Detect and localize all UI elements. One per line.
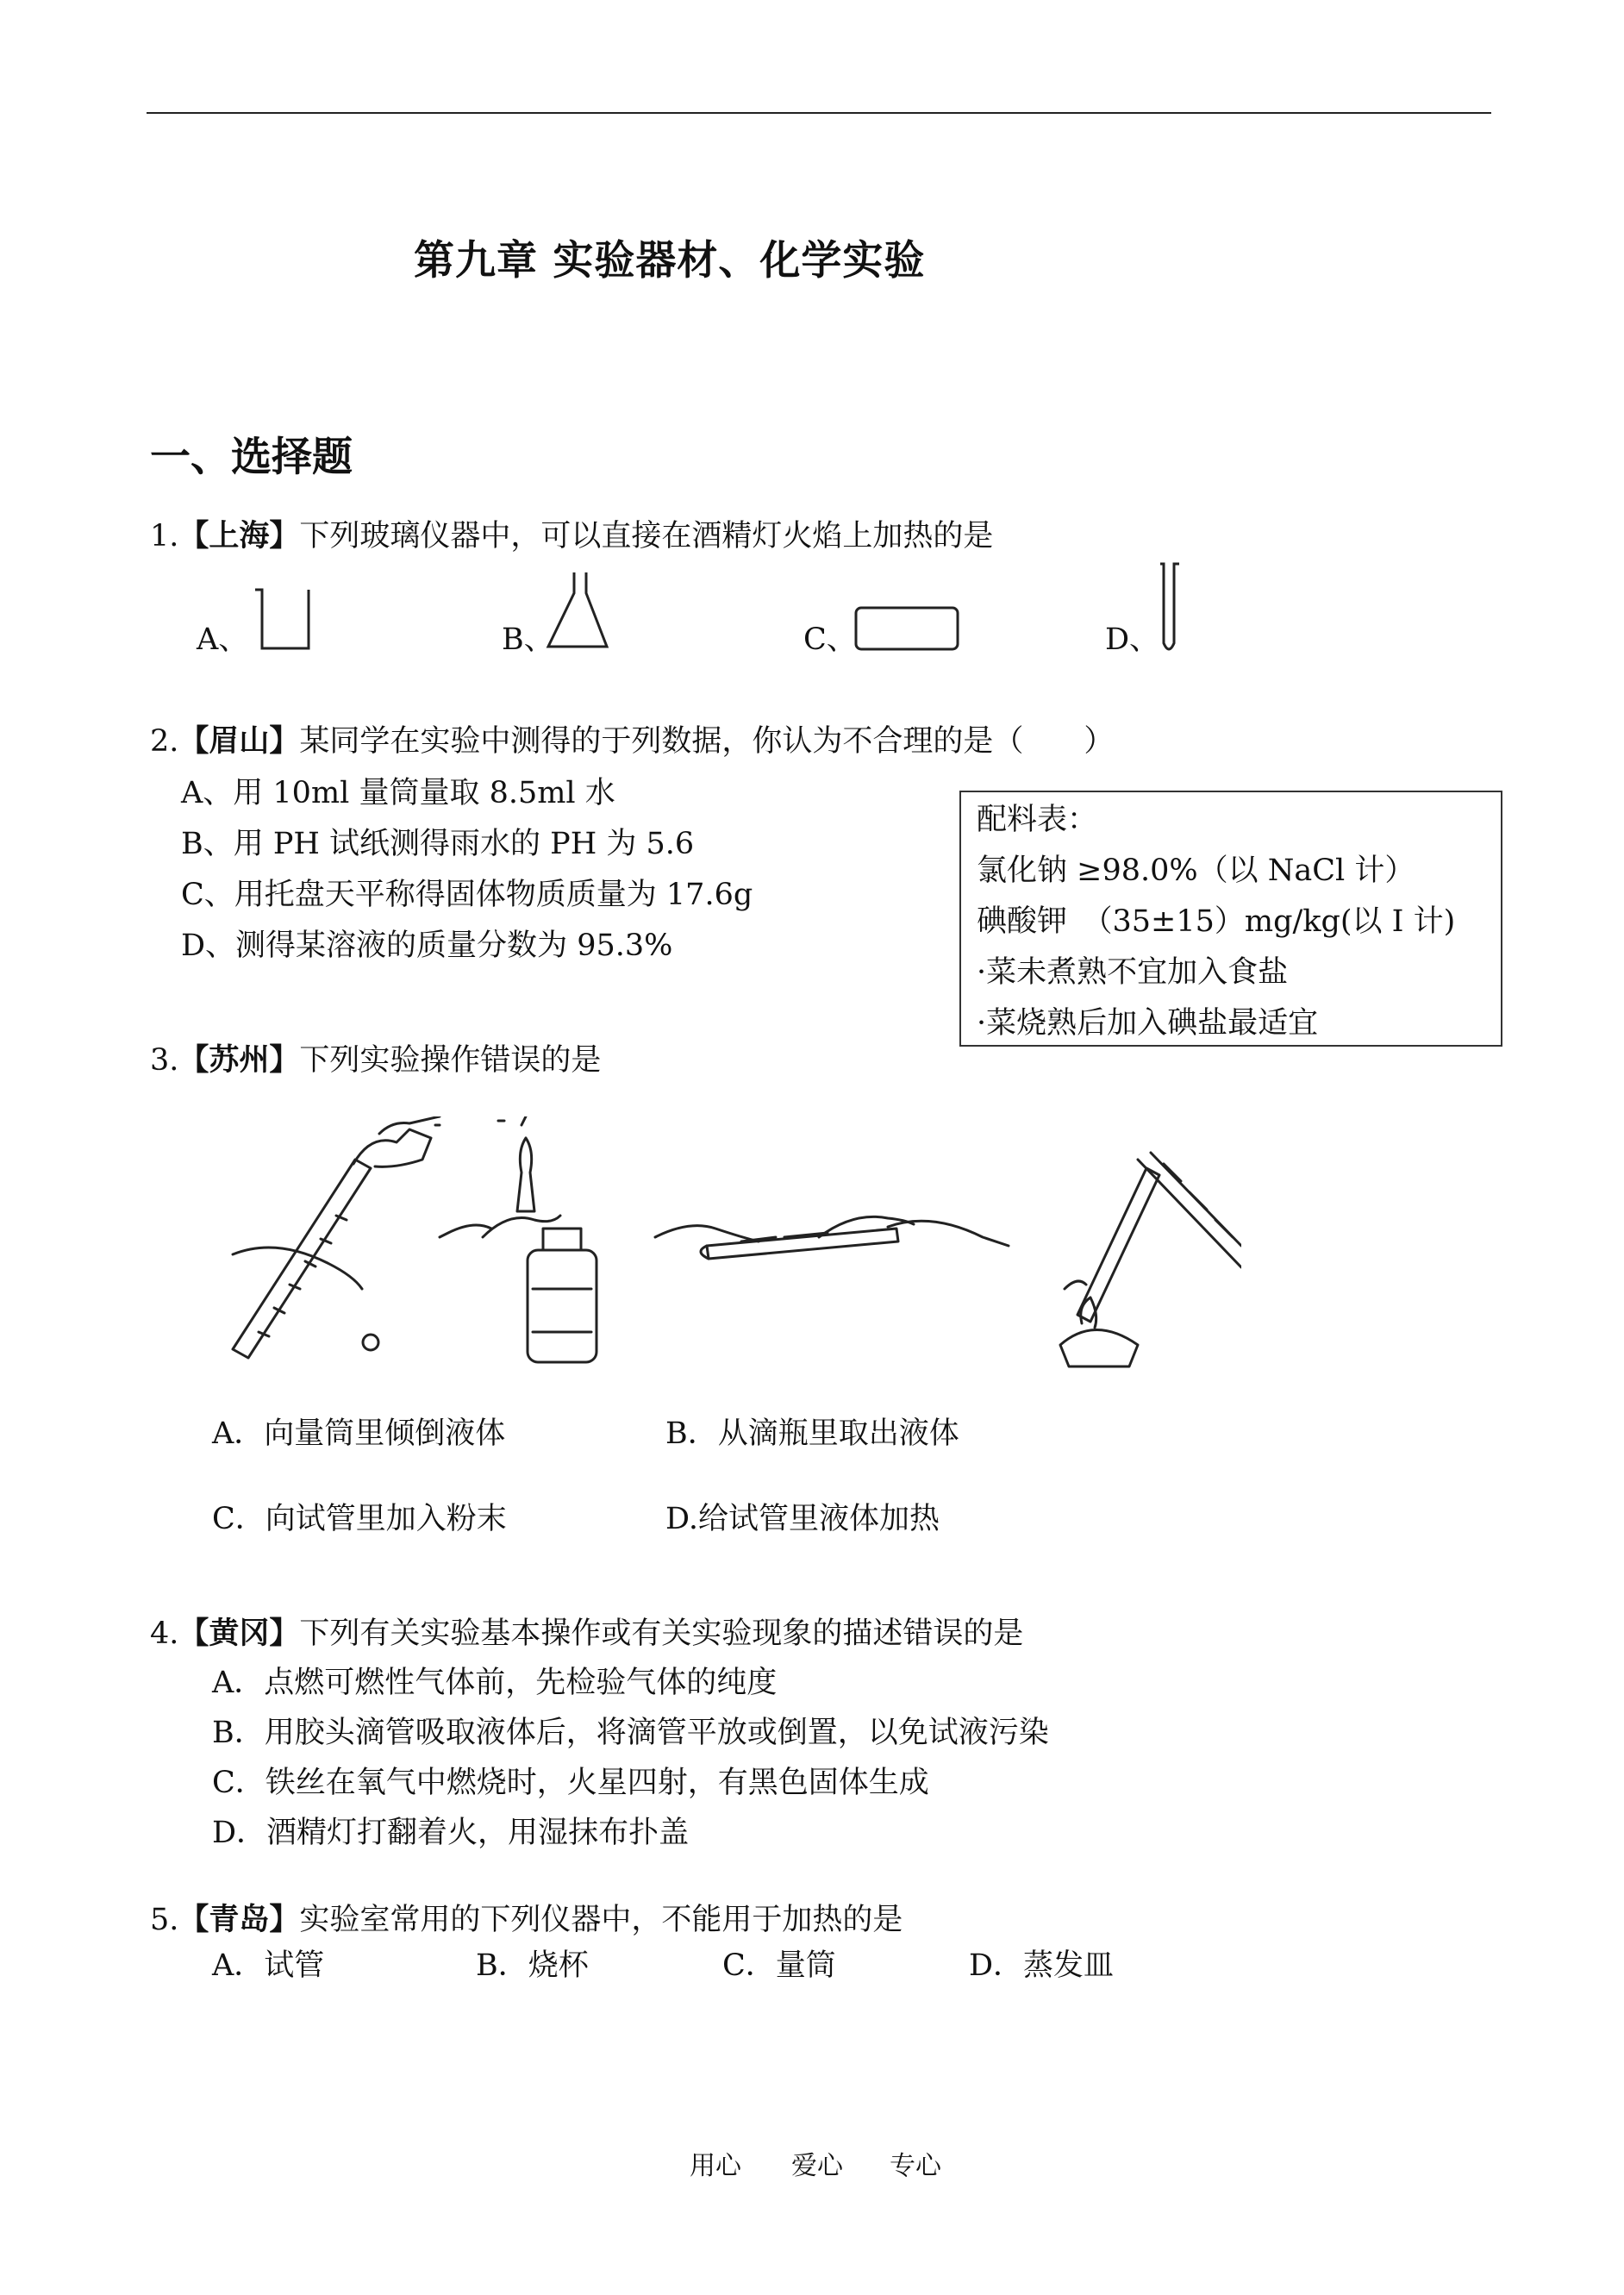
- ingredient-line-nacl: 氯化钠 ≥98.0%（以 NaCl 计）: [977, 854, 1415, 888]
- rectangular-dish-icon: [853, 605, 960, 652]
- section-title: 一、选择题: [150, 434, 353, 481]
- q4-option-a: A．点燃可燃性气体前，先检验气体的纯度: [212, 1666, 778, 1700]
- q4-option-c: C．铁丝在氧气中燃烧时，火星四射，有黑色固体生成: [212, 1766, 929, 1800]
- question-1: [150, 519, 993, 553]
- ingredient-line-note-1: ·菜未煮熟不宜加入食盐: [977, 955, 1289, 990]
- q1-option-d: D、: [1105, 622, 1160, 657]
- question-text: 实验室常用的下列仪器中，不能用于加热的是: [299, 1903, 903, 1937]
- q5-option-b: B．烧杯: [476, 1948, 589, 1983]
- conical-flask-icon: [545, 569, 614, 652]
- question-source: 【青岛】: [178, 1903, 300, 1937]
- chapter-title: 第九章 实验器材、化学实验: [414, 237, 926, 285]
- question-number: 4.: [150, 1617, 179, 1651]
- question-2: [150, 724, 1114, 759]
- q3-option-c: C．向试管里加入粉末: [212, 1502, 507, 1536]
- ingredient-line-note-2: ·菜烧熟后加入碘盐最适宜: [977, 1006, 1319, 1041]
- question-source: 【上海】: [178, 519, 300, 553]
- q2-option-b: B、用 PH 试纸测得雨水的 PH 为 5.6: [181, 827, 695, 861]
- test-tube-icon: [1157, 562, 1183, 659]
- footer-word-2: 爱心: [791, 2151, 843, 2181]
- q2-option-c: C、用托盘天平称得固体物质质量为 17.6g: [181, 878, 753, 912]
- question-source: 【眉山】: [178, 724, 300, 759]
- ingredient-line-kio3: 碘酸钾 （35±15）mg/kg(以 I 计): [977, 904, 1456, 939]
- footer-word-3: 专心: [890, 2151, 941, 2181]
- header-rule: [147, 112, 1491, 114]
- q4-option-b: B．用胶头滴管吸取液体后，将滴管平放或倒置，以免试液污染: [212, 1716, 1049, 1750]
- ingredient-line-title: 配料表：: [977, 803, 1098, 837]
- pouring-into-cylinder-sketch: [233, 1116, 440, 1358]
- q1-option-a: A、: [197, 622, 249, 657]
- q5-option-c: C．量筒: [722, 1948, 836, 1983]
- footer-word-1: 用心: [690, 2151, 741, 2181]
- question-4: [150, 1617, 1023, 1651]
- question-source: 【黄冈】: [178, 1617, 300, 1651]
- q5-option-d: D．蒸发皿: [969, 1948, 1115, 1983]
- q3-option-d: D.给试管里液体加热: [665, 1502, 940, 1536]
- question-text: 下列有关实验基本操作或有关实验现象的描述错误的是: [299, 1617, 1024, 1651]
- q3-option-a: A．向量筒里倾倒液体: [212, 1416, 506, 1451]
- question-number: 2.: [150, 724, 179, 759]
- ingredient-table-box: [959, 791, 1502, 1047]
- question-text: 下列玻璃仪器中，可以直接在酒精灯火焰上加热的是: [299, 519, 994, 553]
- q5-option-a: A．试管: [212, 1948, 325, 1983]
- powder-into-test-tube-sketch: [655, 1216, 1009, 1259]
- q2-option-d: D、测得某溶液的质量分数为 95.3%: [181, 929, 673, 963]
- beaker-icon: [252, 586, 312, 652]
- q4-option-d: D．酒精灯打翻着火，用湿抹布扑盖: [212, 1816, 690, 1850]
- question-5: [150, 1903, 903, 1937]
- dropper-bottle-sketch: [435, 1116, 597, 1362]
- lab-operations-illustration: [224, 1116, 1241, 1384]
- q1-option-c: C、: [803, 622, 857, 657]
- question-3: [150, 1043, 601, 1078]
- question-text: 某同学在实验中测得的于列数据，你认为不合理的是（ ）: [299, 724, 1115, 759]
- question-number: 5.: [150, 1903, 179, 1937]
- heating-test-tube-sketch: [1060, 1153, 1241, 1366]
- question-number: 1.: [150, 519, 179, 553]
- q2-option-a: A、用 10ml 量筒量取 8.5ml 水: [181, 776, 615, 810]
- question-number: 3.: [150, 1043, 179, 1078]
- question-source: 【苏州】: [178, 1043, 300, 1078]
- question-text: 下列实验操作错误的是: [299, 1043, 602, 1078]
- q1-option-b: B、: [502, 622, 554, 657]
- q3-option-b: B．从滴瓶里取出液体: [665, 1416, 959, 1451]
